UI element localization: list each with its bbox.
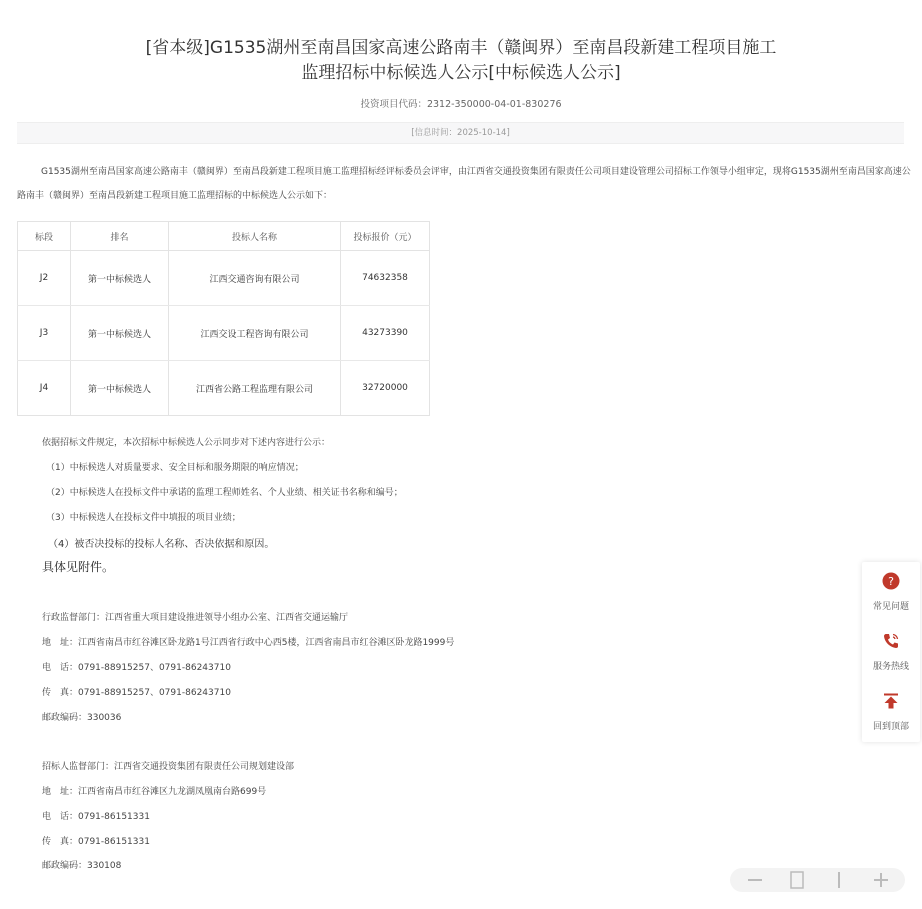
cell-section: J2: [18, 251, 71, 306]
bottom-toolbar: [730, 868, 905, 892]
hotline-button[interactable]: [862, 622, 920, 682]
cell-price: 74632358: [341, 251, 430, 306]
admin-dept: 行政监督部门：江西省重大项目建设推进领导小组办公室、江西省交通运输厅: [42, 613, 349, 623]
tenderer-phone: 电 话：0791-86151331: [42, 812, 150, 822]
side-float-panel: [862, 562, 920, 742]
cell-rank: 第一中标候选人: [71, 361, 169, 416]
toolbar-page-icon[interactable]: [780, 868, 814, 892]
notes-item-1: （1）中标候选人对质量要求、安全目标和服务期限的响应情况；: [46, 463, 304, 473]
admin-phone: 电 话：0791-88915257、0791-86243710: [42, 663, 231, 673]
toolbar-minus-icon[interactable]: [738, 868, 772, 892]
tenderer-fax: 传 真：0791-86151331: [42, 837, 150, 847]
page-title: [0, 36, 922, 86]
cell-section: J3: [18, 306, 71, 361]
divider-icon: [822, 868, 856, 892]
col-header-bidder: 投标人名称: [169, 222, 341, 251]
admin-address: 地 址：江西省南昌市红谷滩区卧龙路1号江西省行政中心西5楼，江西省南昌市红谷滩区卧龙路1999号: [42, 638, 455, 648]
arrow-up-icon: [882, 692, 900, 710]
title-line-1: [省本级]G1535湖州至南昌国家高速公路南丰（赣闽界）至南昌段新建工程项目施工: [145, 38, 777, 58]
tenderer-address: 地 址：江西省南昌市红谷滩区九龙湖凤凰南台路699号: [42, 787, 267, 797]
cell-bidder: 江西交设工程咨询有限公司: [169, 306, 341, 361]
cell-bidder: 江西省公路工程监理有限公司: [169, 361, 341, 416]
question-icon: [882, 572, 900, 590]
cell-rank: 第一中标候选人: [71, 251, 169, 306]
minus-icon: [738, 868, 772, 892]
page-icon: [780, 868, 814, 892]
toolbar-divider-icon[interactable]: [822, 868, 856, 892]
plus-icon: [864, 868, 898, 892]
faq-label: 常见问题: [872, 602, 909, 612]
intro-paragraph: G1535湖州至南昌国家高速公路南丰（赣闽界）至南昌段新建工程项目施工监理招标经评标委员会评审，由江西省交通投资集团有限责任公司项目建设管理公司招标工作领导小组审定，现将G1535湖州至南昌国家高速公路南丰（赣闽界）至南昌段新建工程项目施工监理招标的中标候选人公示如下：: [17, 167, 911, 201]
admin-postcode: 邮政编码：330036: [42, 713, 122, 723]
attachment-note: 具体见附件。: [42, 560, 115, 574]
phone-icon: [882, 632, 900, 650]
tenderer-dept: 招标人监督部门：江西省交通投资集团有限责任公司规划建设部: [42, 762, 295, 772]
project-code: 投资项目代码：2312-350000-04-01-830276: [360, 99, 562, 110]
table-row: [18, 306, 430, 361]
info-time-bar: [信息时间：2025-10-14]: [17, 122, 904, 144]
cell-bidder: 江西交通咨询有限公司: [169, 251, 341, 306]
back-to-top-label: 回到顶部: [872, 722, 909, 732]
title-line-2: 监理招标中标候选人公示[中标候选人公示]: [301, 63, 621, 83]
table-header-row: [18, 222, 430, 251]
col-header-price: 投标报价（元）: [341, 222, 430, 251]
svg-text:?: ?: [888, 575, 894, 588]
table-row: [18, 361, 430, 416]
notes-item-2: （2）中标候选人在投标文件中承诺的监理工程师姓名、个人业绩、相关证书名称和编号；: [46, 488, 403, 498]
cell-price: 32720000: [341, 361, 430, 416]
admin-fax: 传 真：0791-88915257、0791-86243710: [42, 688, 231, 698]
cell-section: J4: [18, 361, 71, 416]
toolbar-plus-icon[interactable]: [864, 868, 898, 892]
hotline-label: 服务热线: [872, 662, 909, 672]
notes-lead: 依据招标文件规定，本次招标中标候选人公示同步对下述内容进行公示：: [42, 438, 331, 448]
tenderer-postcode: 邮政编码：330108: [42, 861, 122, 871]
notes-item-4: （4）被否决投标的投标人名称、否决依据和原因。: [48, 539, 275, 550]
back-to-top-button[interactable]: [862, 682, 920, 742]
faq-button[interactable]: [862, 562, 920, 622]
cell-rank: 第一中标候选人: [71, 306, 169, 361]
col-header-rank: 排名: [71, 222, 169, 251]
notes-item-3: （3）中标候选人在投标文件中填报的项目业绩；: [46, 513, 241, 523]
table-row: [18, 251, 430, 306]
col-header-section: 标段: [18, 222, 71, 251]
candidates-table: [17, 221, 430, 416]
cell-price: 43273390: [341, 306, 430, 361]
